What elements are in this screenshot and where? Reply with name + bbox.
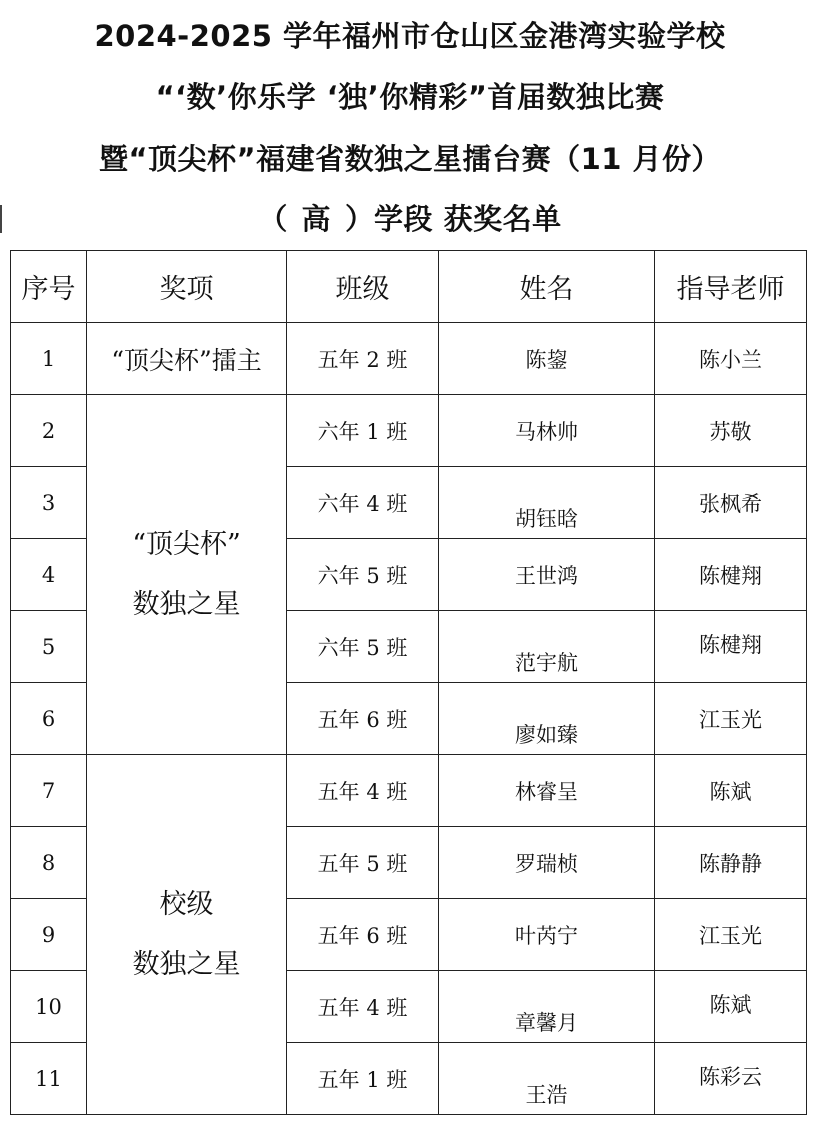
row-teacher-text: 陈楗翔 [699,632,762,657]
row-name: 叶芮宁 [439,899,655,971]
row-teacher: 江玉光 [655,683,807,755]
row-teacher-text: 陈彩云 [699,1064,762,1089]
row-no: 4 [11,539,87,611]
award-school-line-2: 数独之星 [132,948,241,980]
row-name [439,971,655,1043]
award-school-star [87,755,287,1115]
row-teacher [655,611,807,683]
row-class: 六年 4 班 [287,467,439,539]
row-teacher: 陈静静 [655,827,807,899]
row-teacher: 陈小兰 [655,323,807,395]
header-class: 班级 [287,251,439,323]
header-award: 奖项 [87,251,287,323]
row-class: 六年 5 班 [287,611,439,683]
row-name [439,1043,655,1115]
row-class: 五年 5 班 [287,827,439,899]
row-teacher-text: 陈斌 [709,992,752,1017]
award-school-line-1: 校级 [159,888,214,920]
header-teacher: 指导老师 [655,251,807,323]
title-line-4-rest: 学段 获奖名单 [373,202,562,236]
row-name [439,683,655,755]
title-line-4 [0,197,820,238]
header-name: 姓名 [439,251,655,323]
row-no: 2 [11,395,87,467]
row-class: 五年 6 班 [287,683,439,755]
row-no: 6 [11,683,87,755]
row-name: 马林帅 [439,395,655,467]
grade-level: 高 [301,202,331,236]
title-paren-close: ） [344,202,374,236]
row-name-text: 廖如臻 [515,722,578,747]
row-no: 11 [11,1043,87,1115]
row-name: 王世鸿 [439,539,655,611]
title-paren-open: （ [258,202,288,236]
row-teacher: 张枫希 [655,467,807,539]
row-teacher: 江玉光 [655,899,807,971]
row-class: 五年 2 班 [287,323,439,395]
title-line-1: 2024-2025 学年福州市仓山区金港湾实验学校 [94,19,726,53]
row-name-text: 胡钰晗 [515,506,578,531]
row-name-text: 王浩 [525,1082,568,1107]
row-no: 1 [11,323,87,395]
title-line-2: “‘数’你乐学 ‘独’你精彩”首届数独比赛 [155,80,665,114]
table-header-row [11,251,807,323]
award-champion: “顶尖杯”擂主 [87,323,287,395]
row-class: 五年 6 班 [287,899,439,971]
row-name-text: 范宇航 [515,650,578,675]
row-name: 罗瑞桢 [439,827,655,899]
row-no: 8 [11,827,87,899]
row-name: 陈鋆 [439,323,655,395]
row-name [439,467,655,539]
row-teacher: 陈楗翔 [655,539,807,611]
row-no: 5 [11,611,87,683]
row-no: 10 [11,971,87,1043]
row-teacher [655,1043,807,1115]
row-name [439,611,655,683]
row-class: 六年 5 班 [287,539,439,611]
table-row [11,323,807,395]
title-line-3: 暨“顶尖杯”福建省数独之星擂台赛（11 月份） [98,142,722,176]
header-no: 序号 [11,251,87,323]
row-no: 9 [11,899,87,971]
row-class: 六年 1 班 [287,395,439,467]
row-class: 五年 1 班 [287,1043,439,1115]
award-star [87,395,287,755]
margin-mark [0,205,2,233]
row-no: 7 [11,755,87,827]
row-name: 林睿呈 [439,755,655,827]
award-table [10,250,807,1115]
award-star-line-2: 数独之星 [132,588,241,620]
table-row [11,395,807,467]
award-star-line-1: “顶尖杯” [132,528,241,560]
row-name-text: 章馨月 [515,1010,578,1035]
row-no: 3 [11,467,87,539]
row-teacher [655,971,807,1043]
row-class: 五年 4 班 [287,755,439,827]
row-teacher: 陈斌 [655,755,807,827]
row-teacher: 苏敬 [655,395,807,467]
row-class: 五年 4 班 [287,971,439,1043]
table-row [11,755,807,827]
